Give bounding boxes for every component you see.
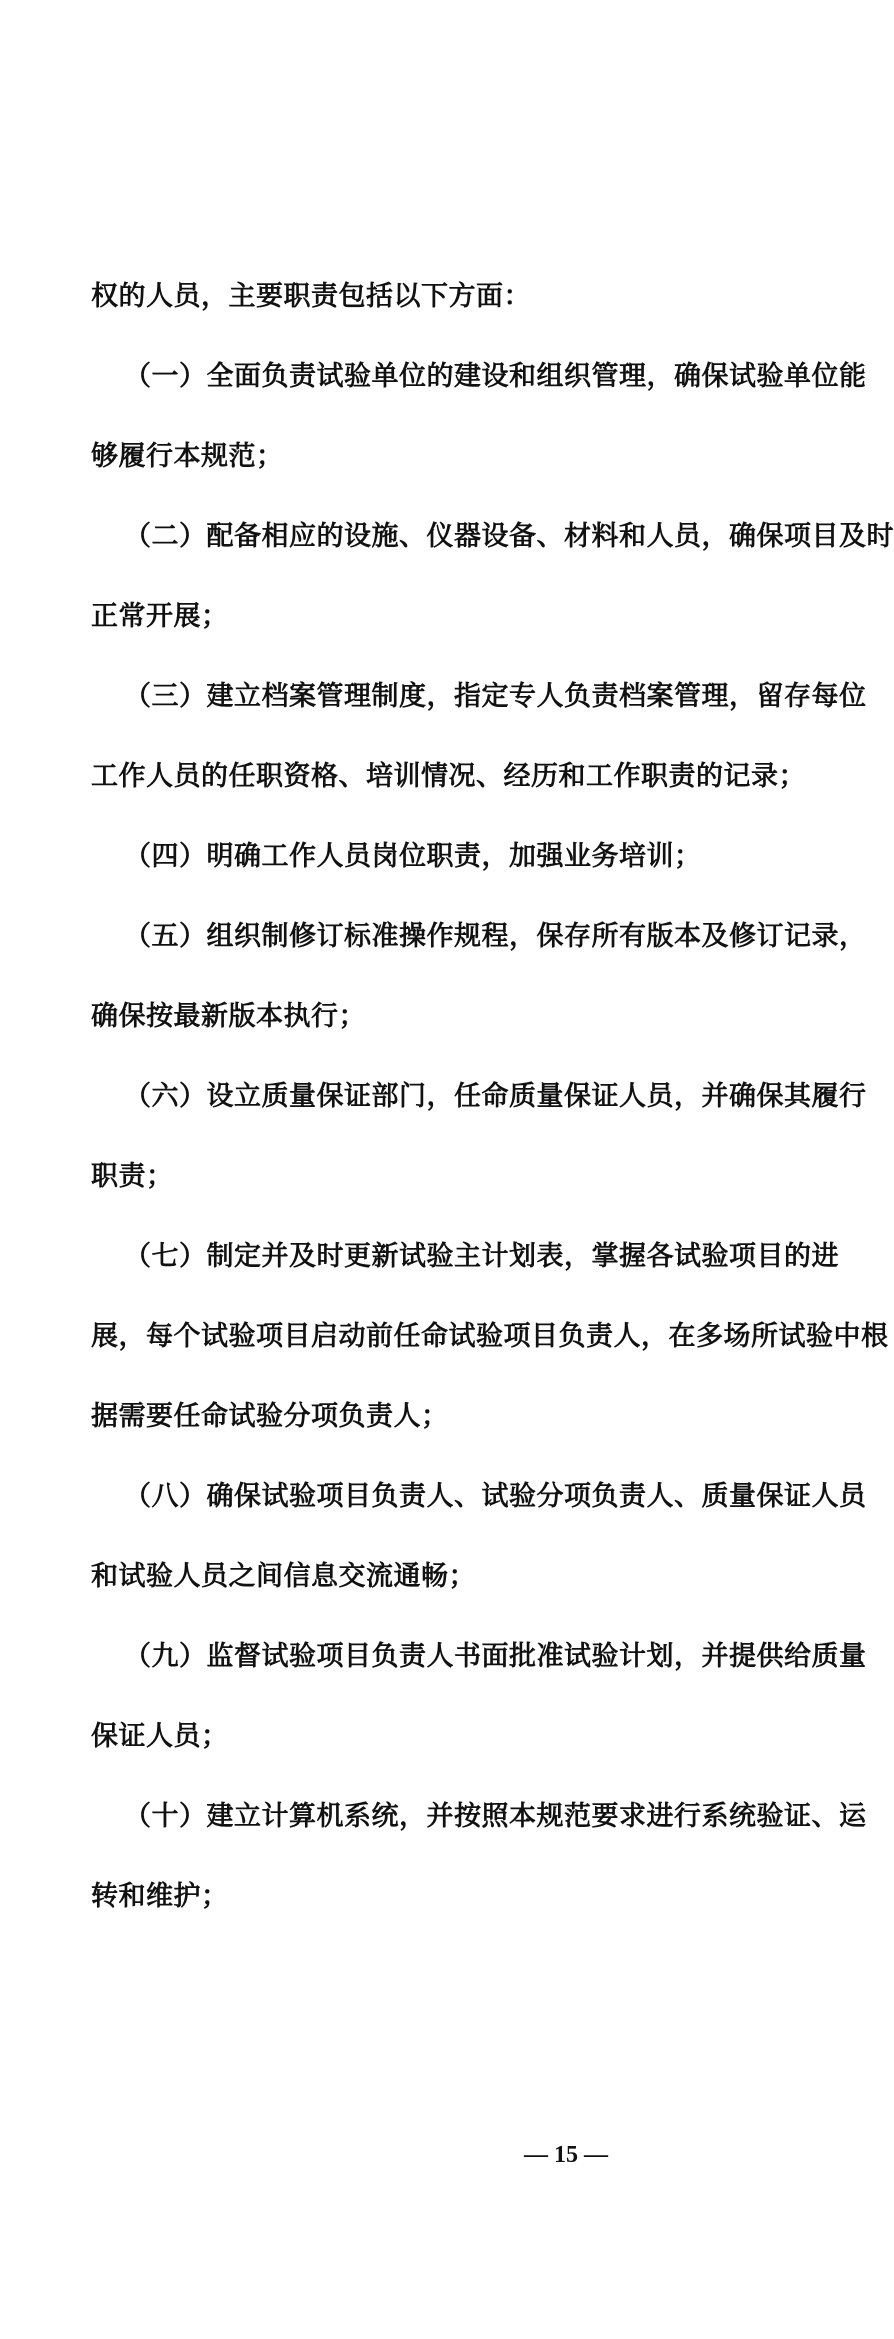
text-line: （八）确保试验项目负责人、试验分项负责人、质量保证人员 bbox=[124, 1481, 867, 1512]
text-line: （四）明确工作人员岗位职责，加强业务培训； bbox=[124, 841, 702, 872]
text-line: （一）全面负责试验单位的建设和组织管理，确保试验单位能 bbox=[124, 361, 867, 392]
text-line: 职责； bbox=[91, 1161, 174, 1192]
text-line: 够履行本规范； bbox=[91, 441, 284, 472]
text-line: （三）建立档案管理制度，指定专人负责档案管理，留存每位 bbox=[124, 681, 867, 712]
text-line: 保证人员； bbox=[91, 1721, 229, 1752]
text-line: （九）监督试验项目负责人书面批准试验计划，并提供给质量 bbox=[124, 1641, 867, 1672]
text-line: 确保按最新版本执行； bbox=[91, 1001, 366, 1032]
text-line: 工作人员的任职资格、培训情况、经历和工作职责的记录； bbox=[91, 761, 806, 792]
text-line: 权的人员，主要职责包括以下方面： bbox=[91, 281, 531, 312]
text-line: 和试验人员之间信息交流通畅； bbox=[91, 1561, 476, 1592]
text-line: 转和维护； bbox=[91, 1881, 229, 1912]
text-line: （七）制定并及时更新试验主计划表，掌握各试验项目的进 bbox=[124, 1241, 839, 1272]
text-line: 展，每个试验项目启动前任命试验项目负责人，在多场所试验中根 bbox=[91, 1321, 889, 1352]
text-line: （五）组织制修订标准操作规程，保存所有版本及修订记录， bbox=[124, 921, 867, 952]
text-line: （二）配备相应的设施、仪器设备、材料和人员，确保项目及时 bbox=[124, 521, 894, 552]
text-line: （六）设立质量保证部门，任命质量保证人员，并确保其履行 bbox=[124, 1081, 867, 1112]
text-line: （十）建立计算机系统，并按照本规范要求进行系统验证、运 bbox=[124, 1801, 867, 1832]
text-line: 正常开展； bbox=[91, 601, 229, 632]
page-number: — 15 — bbox=[524, 2142, 608, 2168]
text-line: 据需要任命试验分项负责人； bbox=[91, 1401, 449, 1432]
